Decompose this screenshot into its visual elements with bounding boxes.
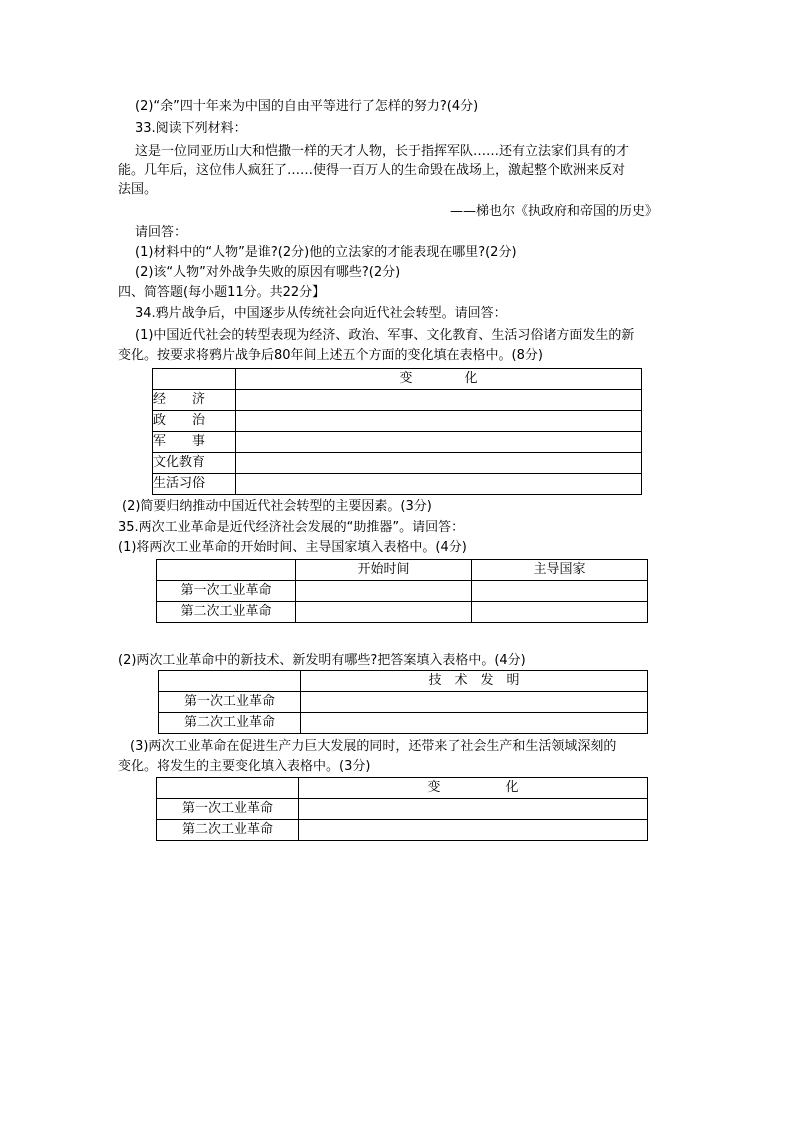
table-row (157, 581, 648, 602)
answer-cell-second-leading-country[interactable] (472, 602, 648, 623)
row-label-politics: 政 治 (153, 411, 236, 432)
q35-stem: 35.两次工业革命是近代经济社会发展的“助推器”。请回答： (118, 520, 465, 535)
section-heading: 四、简答题(每小题11分。共22分】 (118, 285, 326, 300)
q34-stem: 34.鸦片战争后，中国逐步从传统社会向近代社会转型。请回答： (135, 306, 507, 321)
table-row (153, 411, 642, 432)
answer-cell-economy[interactable] (236, 390, 642, 411)
row-label-economy: 经 济 (153, 390, 236, 411)
q35-part2: (2)两次工业革命中的新技术、新发明有哪些?把答案填入表格中。(4分) (118, 653, 526, 668)
q35-table3 (156, 777, 648, 841)
q35-table1 (156, 559, 648, 623)
q34-part2: (2)简要归纳推动中国近代社会转型的主要因素。(3分) (122, 499, 432, 514)
answer-cell-second-inventions[interactable] (301, 713, 648, 734)
table-header-row (159, 671, 648, 692)
table-corner-cell (159, 671, 301, 692)
q35-part3-line2: 变化。将发生的主要变化填入表格中。(3分) (118, 759, 371, 774)
row-label-military: 军 事 (153, 432, 236, 453)
q33-part1: (1)材料中的“人物”是谁?(2分)他的立法家的才能表现在哪里?(2分) (135, 245, 517, 260)
q33-stem: 33.阅读下列材料： (135, 121, 247, 136)
q35-part3-line1: (3)两次工业革命在促进生产力巨大发展的同时，还带来了社会生产和生活领域深刻的 (130, 739, 617, 754)
table-header-row (153, 369, 642, 390)
q34-part1-line2: 变化。按要求将鸦片战争后80年间上述五个方面的变化填在表格中。(8分) (118, 348, 543, 363)
table-corner-cell (157, 778, 299, 799)
table-row (157, 820, 648, 841)
answer-cell-first-leading-country[interactable] (472, 581, 648, 602)
row-label-culture-education: 文化教育 (153, 453, 236, 474)
q32-part2: (2)“余”四十年来为中国的自由平等进行了怎样的努力?(4分) (135, 99, 479, 114)
table-row (159, 692, 648, 713)
table-row (153, 432, 642, 453)
q35-table2 (158, 670, 648, 734)
row-label-second-revolution: 第二次工业革命 (159, 713, 301, 734)
answer-cell-customs[interactable] (236, 474, 642, 495)
q33-material-line2: 能。几年后，这位伟人疯狂了……使得一百万人的生命毁在战场上，激起整个欧洲来反对 (118, 163, 626, 178)
q33-part2: (2)该“人物”对外战争失败的原因有哪些?(2分) (135, 265, 401, 280)
row-label-first-revolution: 第一次工业革命 (157, 799, 299, 820)
answer-cell-first-inventions[interactable] (301, 692, 648, 713)
row-label-customs: 生活习俗 (153, 474, 236, 495)
q33-ask: 请回答： (135, 225, 188, 240)
table-header-row (157, 778, 648, 799)
row-label-second-revolution: 第二次工业革命 (157, 602, 296, 623)
table-row (159, 713, 648, 734)
answer-cell-first-start-time[interactable] (296, 581, 472, 602)
answer-cell-first-changes[interactable] (299, 799, 648, 820)
q33-material-line3: 法国。 (118, 182, 158, 197)
table-row (157, 602, 648, 623)
table-corner-cell (157, 560, 296, 581)
row-label-second-revolution: 第二次工业革命 (157, 820, 299, 841)
answer-cell-military[interactable] (236, 432, 642, 453)
row-label-first-revolution: 第一次工业革命 (157, 581, 296, 602)
q34-table (152, 368, 642, 495)
header-change: 变 化 (299, 778, 648, 799)
table-header-row (157, 560, 648, 581)
table-header-change: 变 化 (236, 369, 642, 390)
table-row (157, 799, 648, 820)
answer-cell-second-start-time[interactable] (296, 602, 472, 623)
answer-cell-culture-education[interactable] (236, 453, 642, 474)
table-corner-cell (153, 369, 236, 390)
table-row (153, 453, 642, 474)
q33-material-line1: 这是一位同亚历山大和恺撒一样的天才人物，长于指挥军队……还有立法家们具有的才 (135, 144, 630, 159)
header-start-time: 开始时间 (296, 560, 472, 581)
header-leading-country: 主导国家 (472, 560, 648, 581)
row-label-first-revolution: 第一次工业革命 (159, 692, 301, 713)
answer-cell-second-changes[interactable] (299, 820, 648, 841)
table-row (153, 390, 642, 411)
table-row (153, 474, 642, 495)
header-technology-invention: 技 术 发 明 (301, 671, 648, 692)
q35-part1: (1)将两次工业革命的开始时间、主导国家填入表格中。(4分) (118, 540, 467, 555)
q33-source: ——梯也尔《执政府和帝国的历史》 (449, 204, 658, 219)
answer-cell-politics[interactable] (236, 411, 642, 432)
q34-part1-line1: (1)中国近代社会的转型表现为经济、政治、军事、文化教育、生活习俗诸方面发生的新 (135, 328, 635, 343)
